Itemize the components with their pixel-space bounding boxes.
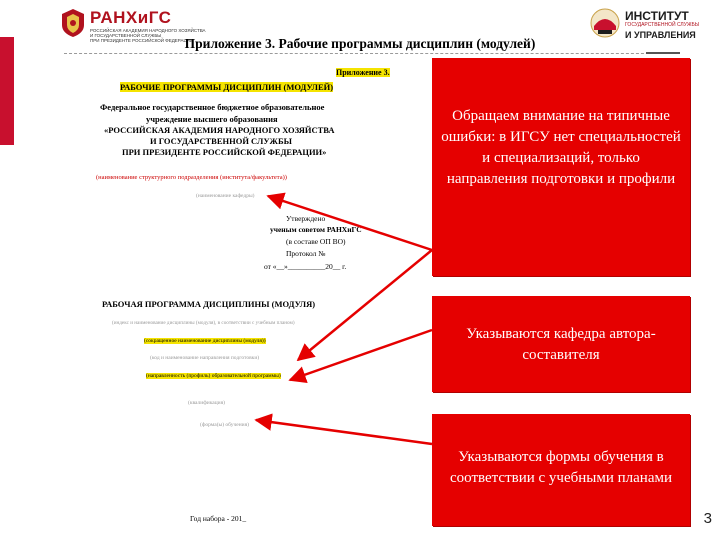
approve-line: Утверждено: [286, 214, 326, 223]
arrow-to-study-forms: [256, 420, 432, 444]
callout-typical-errors: Обращаем внимание на типичные ошибки: в ИГСУ нет специальностей и специализаций, только направления подготовки и профили: [432, 58, 690, 276]
page-number: 3: [703, 510, 712, 527]
approve-line: Протокол №: [286, 249, 326, 258]
slide-title: Приложение 3. Рабочие программы дисциплин (модулей): [184, 36, 536, 51]
program-line: (направленность (профиль) образовательной программы): [146, 373, 281, 379]
approve-line: (в составе ОП ВО): [286, 237, 346, 246]
program-line: (форма(ы) обучения): [200, 422, 249, 428]
arrow-to-dept-field: [268, 196, 432, 250]
approve-line: от «__»__________20__ г.: [264, 262, 347, 271]
ranepa-logo-name: РАНХиГС: [90, 8, 172, 27]
arrow-to-program-line: [298, 250, 432, 360]
org-line: Федеральное государственное бюджетное образовательное: [100, 102, 325, 112]
program-line: (код и наименование направления подготовки): [150, 355, 260, 361]
program-line: (сокращенное наименование дисциплины (модуля)): [144, 338, 266, 344]
org-line: «РОССИЙСКАЯ АКАДЕМИЯ НАРОДНОГО ХОЗЯЙСТВА: [104, 125, 335, 135]
ranepa-logo-subtitle: РОССИЙСКАЯ АКАДЕМИЯ НАРОДНОГО ХОЗЯЙСТВА: [90, 28, 206, 33]
callout-department-author: Указываются кафедра автора-составителя: [432, 296, 690, 392]
igsu-logo-line1: ИНСТИТУТ: [625, 9, 689, 23]
appendix-label: Приложение 3.: [336, 68, 390, 77]
igsu-logo-line3: И УПРАВЛЕНИЯ: [625, 30, 696, 40]
igsu-logo-line2: ГОСУДАРСТВЕННОЙ СЛУЖБЫ: [625, 22, 700, 28]
approve-line: ученым советом РАНХиГС: [270, 225, 362, 234]
arrow-to-profile-line: [290, 330, 432, 380]
section-title: РАБОЧИЕ ПРОГРАММЫ ДИСЦИПЛИН (МОДУЛЕЙ): [120, 82, 334, 92]
callout-study-forms: Указываются формы обучения в соответствии с учебными планами: [432, 414, 690, 526]
org-line: ПРИ ПРЕЗИДЕНТЕ РОССИЙСКОЙ ФЕДЕРАЦИИ»: [122, 147, 327, 157]
unit-field: (наименование структурного подразделения (института/факультета)): [96, 174, 287, 181]
dept-field: (наименование кафедры): [196, 193, 255, 199]
program-line: (квалификация): [188, 400, 225, 406]
org-line: учреждение высшего образования: [146, 114, 278, 124]
ranepa-logo-subtitle: ПРИ ПРЕЗИДЕНТЕ РОССИЙСКОЙ ФЕДЕРАЦИИ: [90, 38, 194, 43]
org-line: И ГОСУДАРСТВЕННОЙ СЛУЖБЫ: [150, 136, 292, 146]
year-line: Год набора - 201_: [190, 514, 247, 523]
program-title: РАБОЧАЯ ПРОГРАММА ДИСЦИПЛИНЫ (МОДУЛЯ): [102, 299, 316, 309]
ranepa-logo-subtitle: И ГОСУДАРСТВЕННОЙ СЛУЖБЫ: [90, 33, 162, 38]
program-line: (индекс и наименование дисциплины (модуля), в соответствии с учебным планом): [112, 320, 295, 326]
